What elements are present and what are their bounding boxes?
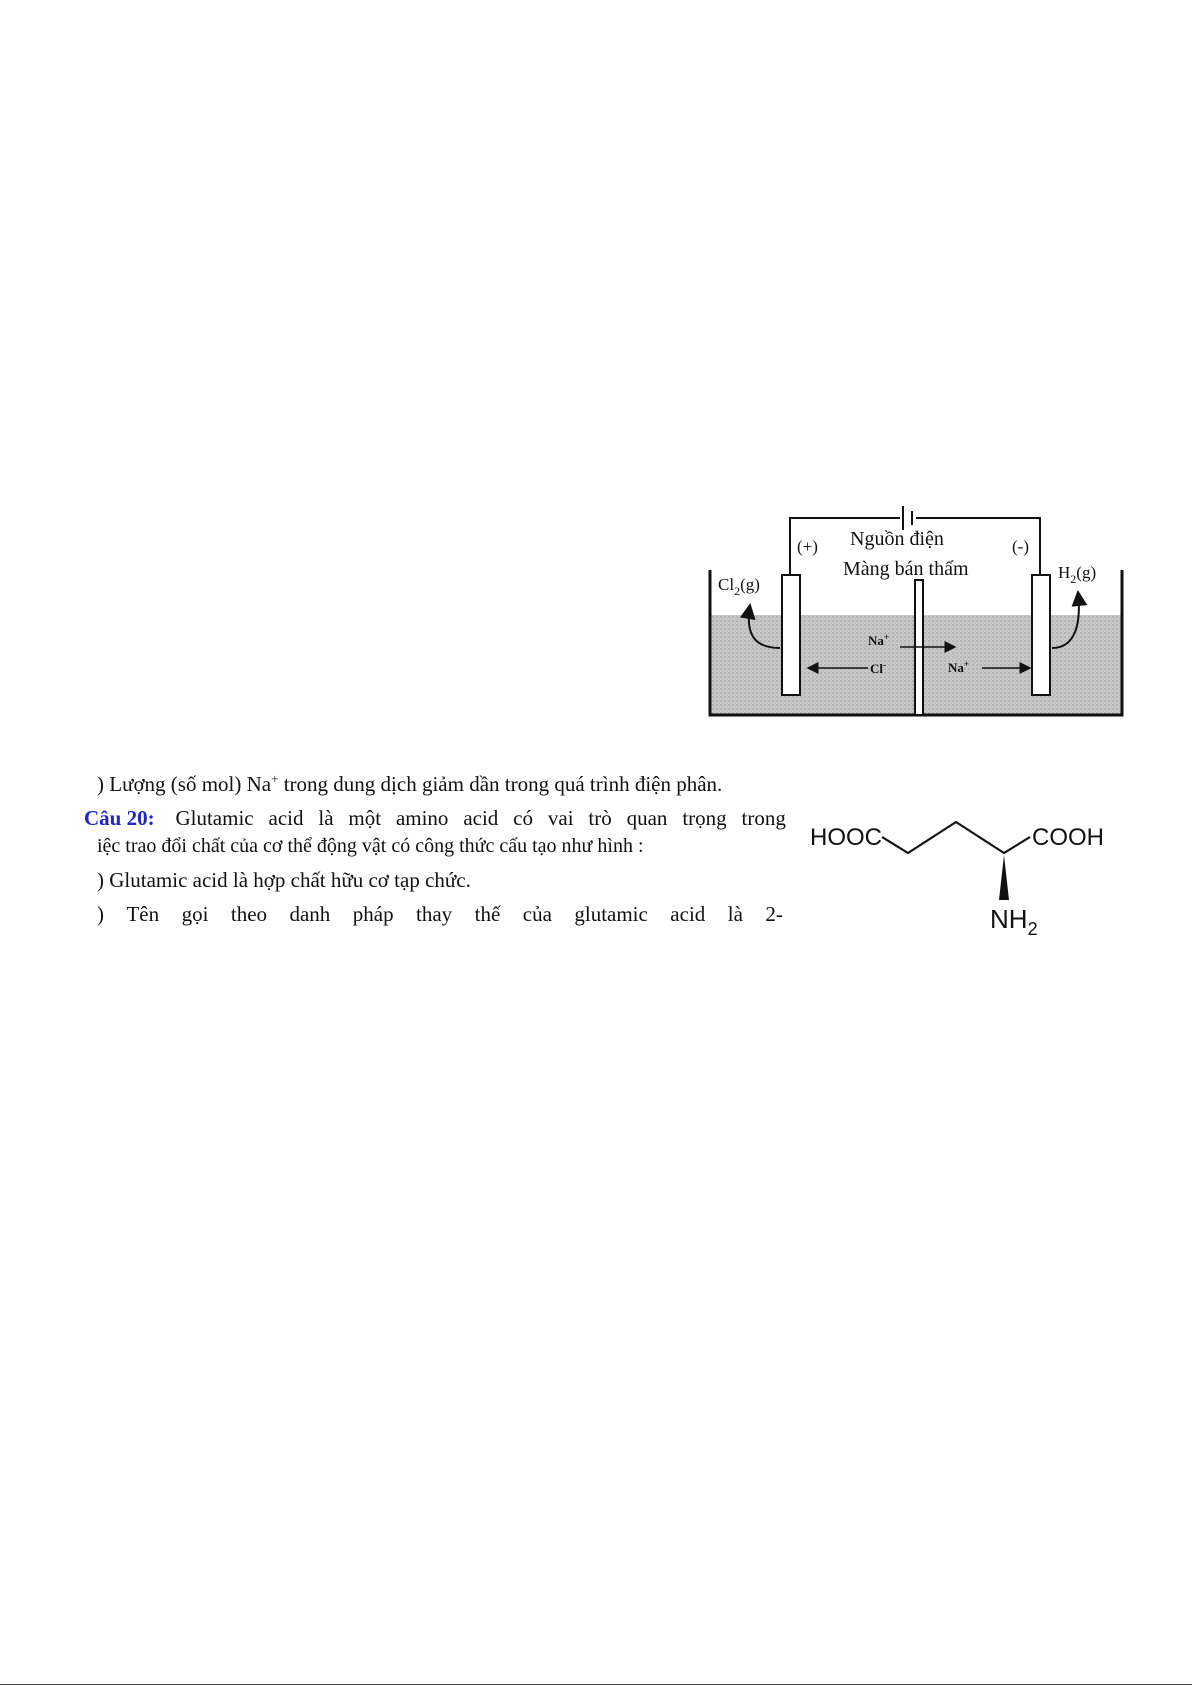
ion-na-left-main: Na — [868, 633, 884, 648]
statement-c — [97, 900, 783, 928]
q-word: vai — [547, 806, 574, 830]
source-label: Nguồn điện — [850, 528, 944, 550]
cl2-label — [718, 575, 760, 598]
cathode-electrode — [1032, 575, 1050, 695]
wedge-bond — [999, 855, 1009, 900]
c-word: theo — [230, 902, 268, 926]
q-word: có — [513, 806, 533, 830]
c-word: glutamic — [574, 902, 648, 926]
anode-sign: (+) — [797, 537, 818, 556]
q-word: là — [318, 806, 334, 830]
q-word: một — [348, 806, 382, 830]
q-word: trong — [741, 806, 786, 830]
nh2-main: NH — [990, 904, 1028, 934]
electrolysis-svg — [700, 500, 1140, 720]
statement-a-pre: ) Lượng (số mol) Na — [97, 772, 272, 796]
c-word: 2- — [765, 902, 783, 926]
anode-electrode — [782, 575, 800, 695]
cathode-sign: (-) — [1012, 537, 1029, 556]
glutamic-acid-structure — [808, 810, 1108, 940]
statement-a-sup: + — [271, 771, 279, 786]
question-20-line-2: iệc trao đổi chất của cơ thể động vật có công thức cấu tạo như hình : — [97, 835, 644, 857]
membrane-label: Màng bán thấm — [843, 558, 969, 580]
c-word: thay — [416, 902, 453, 926]
q-word: acid — [463, 806, 499, 830]
statement-b: ) Glutamic acid là hợp chất hữu cơ tạp chức. — [97, 868, 471, 892]
c-word: ) — [97, 902, 104, 926]
nh2-sub: 2 — [1027, 919, 1038, 939]
c-word: pháp — [352, 902, 394, 926]
ion-na-right-sup: + — [963, 659, 970, 669]
q-word: trọng — [682, 806, 727, 830]
q-word: Glutamic — [175, 806, 254, 830]
q-word: quan — [626, 806, 668, 830]
c-word: gọi — [181, 902, 209, 926]
h2-state: (g) — [1076, 563, 1097, 582]
cl2-state: (g) — [740, 575, 760, 594]
ion-na-left-sup: + — [883, 632, 890, 642]
h2-sub: 2 — [1070, 572, 1077, 586]
nh2-group — [990, 904, 1038, 939]
glutamic-acid-svg — [808, 810, 1108, 940]
ion-na-right-main: Na — [948, 660, 964, 675]
cl2-sub: 2 — [734, 584, 741, 598]
cooh-group: COOH — [1032, 824, 1104, 851]
question-label: Câu 20: — [84, 806, 155, 830]
h2-label — [1058, 563, 1096, 586]
q-word: amino — [395, 806, 449, 830]
question-20-line-1 — [84, 804, 786, 832]
h2-main: H — [1058, 563, 1071, 582]
cl2-main: Cl — [718, 575, 735, 594]
c-word: của — [522, 902, 552, 926]
hooc-group: HOOC — [810, 824, 882, 851]
electrolysis-diagram — [700, 500, 1140, 720]
c-word: danh — [289, 902, 331, 926]
q-word: acid — [268, 806, 304, 830]
c-word: acid — [670, 902, 706, 926]
q-word: trò — [588, 806, 612, 830]
c-word: Tên — [126, 902, 160, 926]
statement-a-post: trong dung dịch giảm dần trong quá trình điện phân. — [278, 772, 723, 796]
c-word: là — [727, 902, 743, 926]
ion-cl-sup: - — [883, 660, 886, 670]
carbon-chain — [882, 822, 1030, 853]
ion-cl-main: Cl — [870, 661, 883, 676]
statement-a — [97, 770, 722, 798]
c-word: thế — [474, 902, 501, 926]
